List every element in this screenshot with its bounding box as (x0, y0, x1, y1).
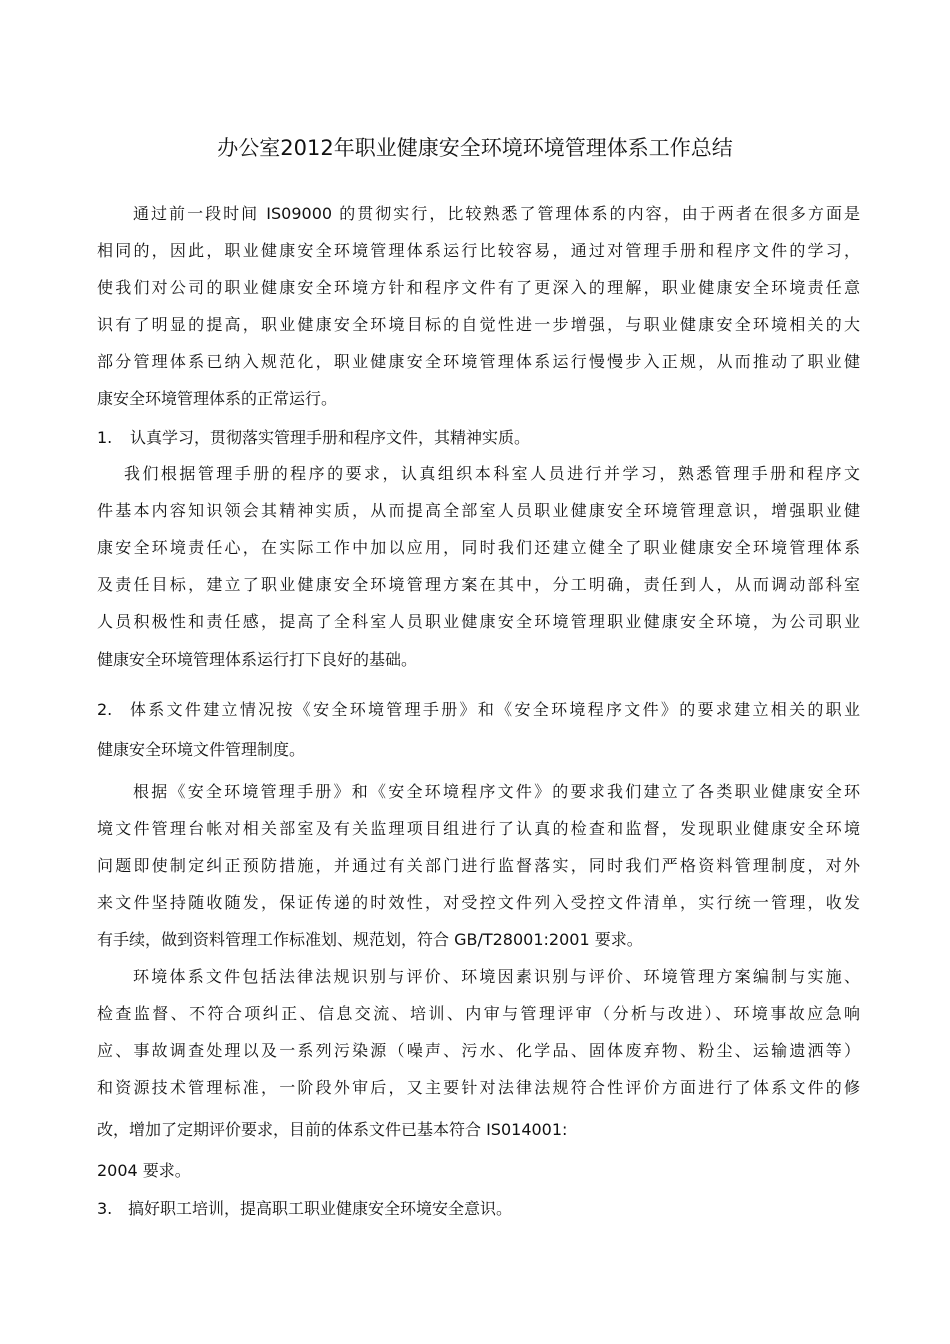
intro-line: 部分管理体系已纳入规范化，职业健康安全环境管理体系运行慢慢步入正规，从而推动了职业健 (97, 352, 860, 371)
intro-line: 相同的，因此，职业健康安全环境管理体系运行比较容易，通过对管理手册和程序文件的学习， (97, 241, 860, 260)
section-3-heading: 搞好职工培训，提高职工职业健康安全环境安全意识。 (128, 1199, 513, 1218)
section-1-number: 1. (97, 428, 113, 447)
section-2-number: 2. (97, 700, 113, 719)
section-1-line: 康安全环境责任心，在实际工作中加以应用，同时我们还建立健全了职业健康安全环境管理体系 (97, 538, 860, 557)
section-2-heading: 健康安全环境文件管理制度。 (97, 740, 306, 759)
section-3-number: 3. (97, 1199, 113, 1218)
section-2-line: 2004 要求。 (97, 1161, 191, 1180)
section-2-line: 来文件坚持随收随发，保证传递的时效性，对受控文件列入受控文件清单，实行统一管理，收发 (97, 893, 860, 912)
section-2-line: 根据《安全环境管理手册》和《安全环境程序文件》的要求我们建立了各类职业健康安全环 (133, 782, 860, 801)
section-2-line: 检查监督、不符合项纠正、信息交流、培训、内审与管理评审（分析与改进）、环境事故应急响 (97, 1004, 860, 1023)
intro-line: 使我们对公司的职业健康安全环境方针和程序文件有了更深入的理解，职业健康安全环境责任意 (97, 278, 860, 297)
section-2-line: 有手续，做到资料管理工作标准划、规范划，符合 GB/T28001:2001 要求。 (97, 930, 643, 949)
section-1-heading: 认真学习，贯彻落实管理手册和程序文件，其精神实质。 (130, 428, 531, 447)
section-1-line: 人员积极性和责任感，提高了全科室人员职业健康安全环境管理职业健康安全环境，为公司职业 (97, 612, 860, 631)
section-2-line: 应、事故调查处理以及一系列污染源（噪声、污水、化学品、固体废弃物、粉尘、运输遗洒等） (97, 1041, 860, 1060)
intro-line: 康安全环境管理体系的正常运行。 (97, 389, 338, 408)
document-title: 办公室2012年职业健康安全环境环境管理体系工作总结 (217, 136, 733, 160)
section-1-line: 件基本内容知识领会其精神实质，从而提高全部室人员职业健康安全环境管理意识，增强职业健 (97, 501, 860, 520)
section-2-line: 和资源技术管理标准，一阶段外审后，又主要针对法律法规符合性评价方面进行了体系文件的修 (97, 1078, 860, 1097)
section-2-line: 环境体系文件包括法律法规识别与评价、环境因素识别与评价、环境管理方案编制与实施、 (133, 967, 860, 986)
section-2-line: 问题即使制定纠正预防措施，并通过有关部门进行监督落实，同时我们严格资料管理制度，对外 (97, 856, 860, 875)
intro-line: 识有了明显的提高，职业健康安全环境目标的自觉性进一步增强，与职业健康安全环境相关的大 (97, 315, 860, 334)
section-2-heading: 体系文件建立情况按《安全环境管理手册》和《安全环境程序文件》的要求建立相关的职业 (130, 700, 860, 719)
section-1-line: 及责任目标，建立了职业健康安全环境管理方案在其中，分工明确，责任到人，从而调动部科室 (97, 575, 860, 594)
section-1-line: 健康安全环境管理体系运行打下良好的基础。 (97, 650, 418, 669)
section-2-line: 改，增加了定期评价要求，目前的体系文件已基本符合 IS014001: (97, 1120, 568, 1139)
intro-line: 通过前一段时间 IS09000 的贯彻实行，比较熟悉了管理体系的内容，由于两者在很多方面是 (133, 204, 860, 223)
section-1-line: 我们根据管理手册的程序的要求，认真组织本科室人员进行并学习，熟悉管理手册和程序文 (124, 464, 860, 483)
section-2-line: 境文件管理台帐对相关部室及有关监理项目组进行了认真的检查和监督，发现职业健康安全环境 (97, 819, 860, 838)
